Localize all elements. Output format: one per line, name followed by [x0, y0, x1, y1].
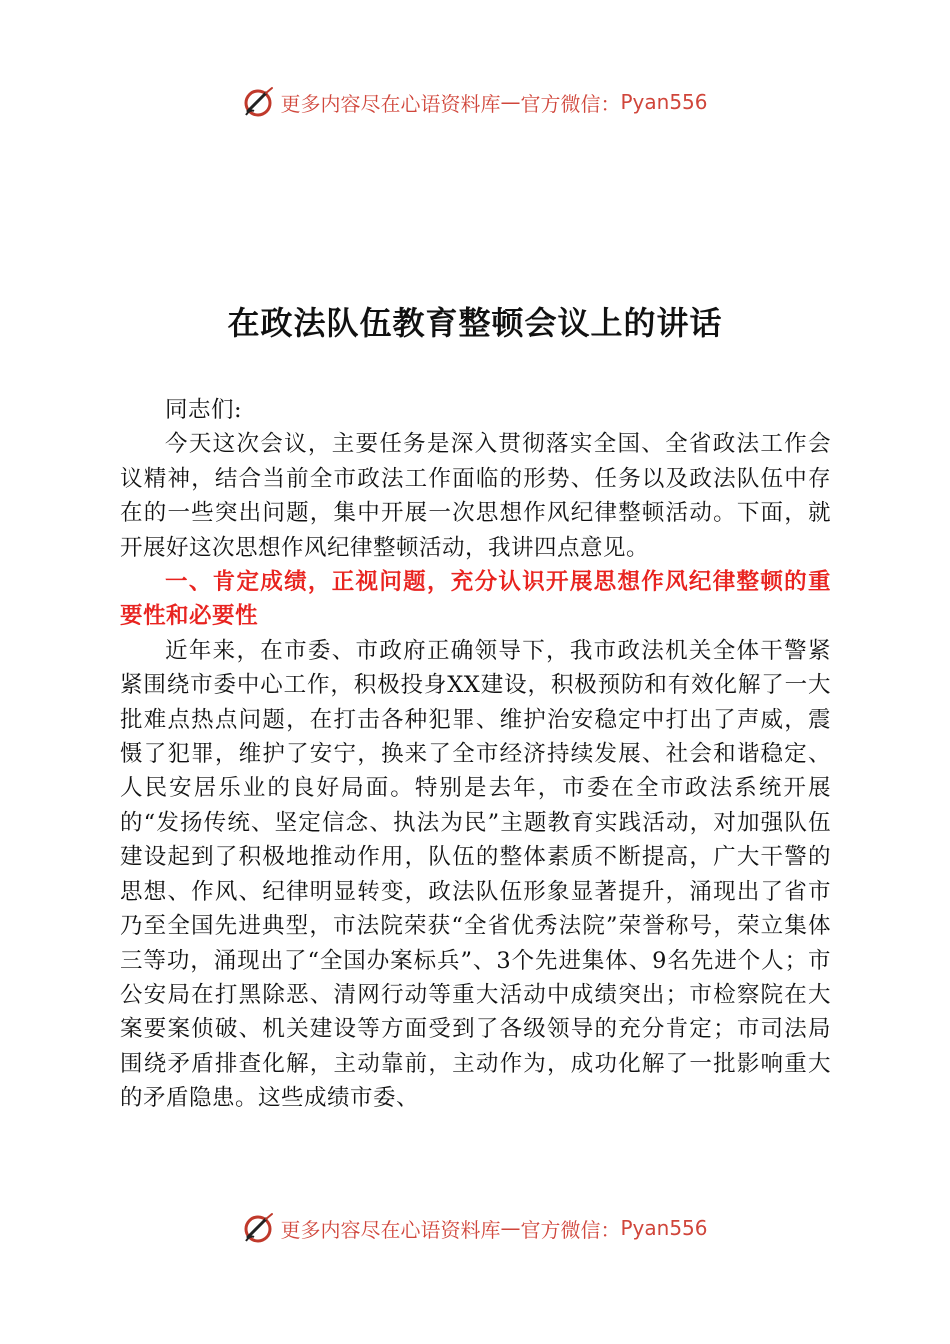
banner-wechat-id: Pyan556 [620, 90, 708, 114]
footer-banner [0, 1208, 950, 1248]
section-paragraph: 近年来，在市委、市政府正确领导下，我市政法机关全体干警紧紧围绕市委中心工作，积极投身XX建设，积极预防和有效化解了一大批难点热点问题，在打击各种犯罪、维护治安稳定中打出了声威，震慑了犯罪，维护了安宁，换来了全市经济持续发展、社会和谐稳定、人民安居乐业的良好局面。特别是去年，市委在全市政法系统开展的“发扬传统、坚定信念、执法为民”主题教育实践活动，对加强队伍建设起到了积极地推动作用，队伍的整体素质不断提高，广大干警的思想、作风、纪律明显转变，政法队伍形象显著提升，涌现出了省市乃至全国先进典型，市法院荣获“全省优秀法院”荣誉称号，荣立集体三等功，涌现出了“全国办案标兵”、3个先进集体、9名先进个人；市公安局在打黑除恶、清网行动等重大活动中成绩突出；市检察院在大案要案侦破、机关建设等方面受到了各级领导的充分肯定；市司法局围绕矛盾排查化解，主动靠前，主动作为，成功化解了一批影响重大的矛盾隐患。这些成绩市委、 [120, 637, 831, 1112]
banner-official-text: 官方微信： [520, 1217, 621, 1242]
document-title: 在政法队伍教育整顿会议上的讲话 [227, 304, 723, 342]
pen-circle-logo-icon [242, 85, 276, 119]
banner-dash: — [500, 1216, 521, 1240]
salutation: 同志们: [165, 397, 243, 423]
intro-paragraph: 今天这次会议，主要任务是深入贯彻落实全国、全省政法工作会议精神，结合当前全市政法工作面临的形势、任务以及政法队伍中存在的一些突出问题，集中开展一次思想作风纪律整顿活动。下面，就开展好这次思想作风纪律整顿活动，我讲四点意见。 [120, 431, 831, 561]
section-heading: 一、肯定成绩，正视问题，充分认识开展思想作风纪律整顿的重要性和必要性 [120, 569, 831, 630]
document-body [120, 393, 831, 1116]
banner-official-text: 官方微信： [520, 91, 621, 116]
banner-library-text: 更多内容尽在心语资料库 [280, 1217, 501, 1242]
banner-wechat-id: Pyan556 [620, 1216, 708, 1240]
header-banner [0, 82, 950, 122]
pen-circle-logo-icon [242, 1211, 276, 1245]
banner-dash: — [500, 90, 521, 114]
banner-library-text: 更多内容尽在心语资料库 [280, 91, 501, 116]
